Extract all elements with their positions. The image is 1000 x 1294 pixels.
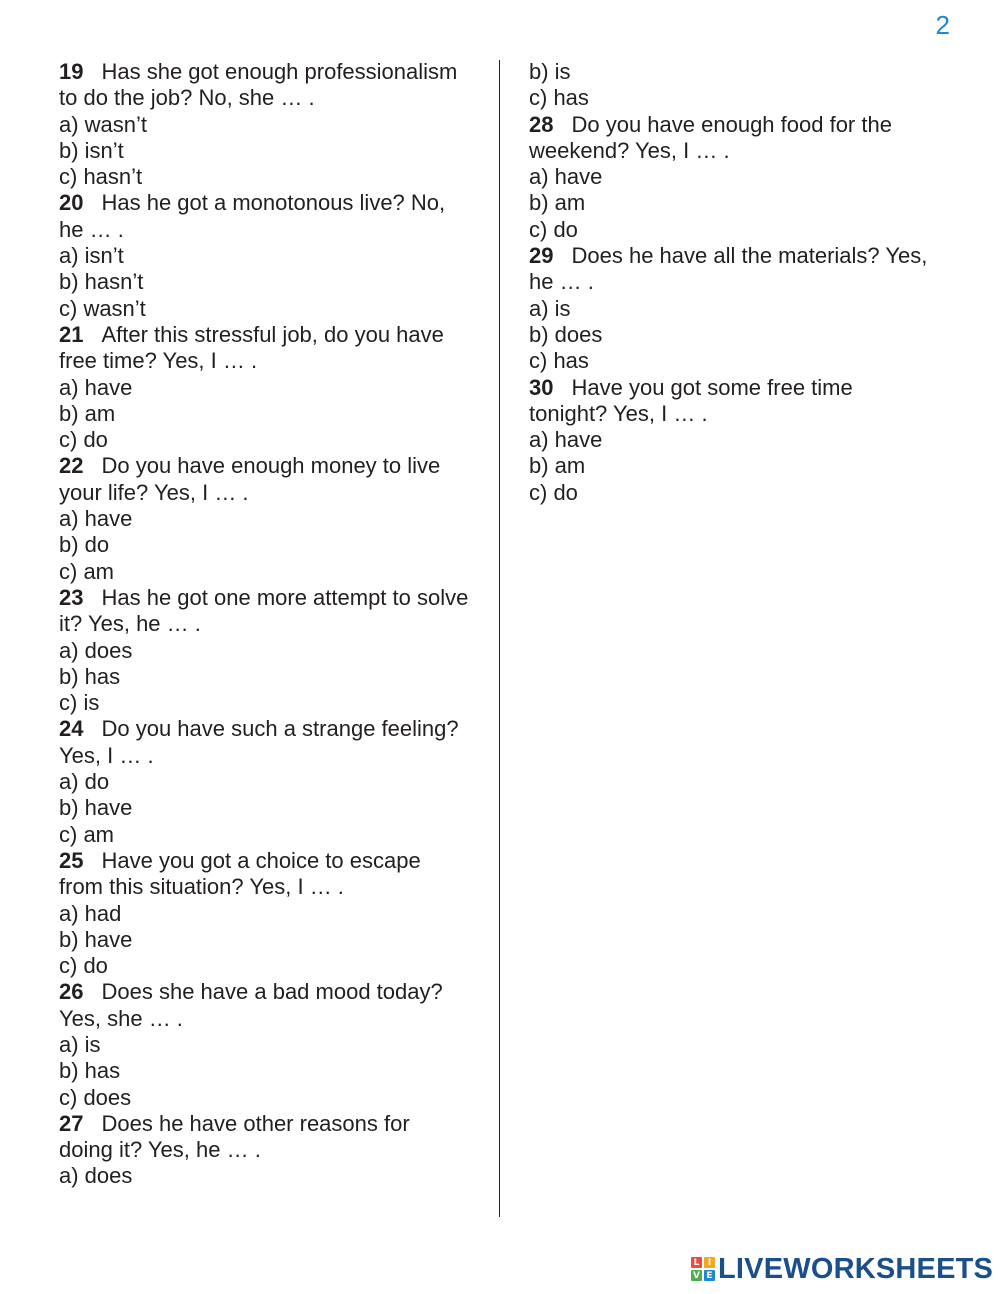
answer-option: c) does: [59, 1084, 132, 1110]
answer-option: c) do: [59, 427, 108, 453]
question-text: Do you have enough money to live your life? Yes, I … .: [59, 453, 441, 505]
answer-option: c) wasn’t: [59, 295, 146, 321]
answer-option: a) wasn’t: [59, 111, 148, 137]
answer-option: b) hasn’t: [59, 269, 144, 295]
answer-option: b) do: [59, 532, 110, 558]
question-number: 25: [59, 847, 84, 873]
logo-mark-icon: [691, 1257, 715, 1281]
answer-option: b) am: [529, 453, 586, 479]
question-number: 23: [59, 584, 84, 610]
question-number: 24: [59, 716, 84, 742]
right-column: [529, 59, 929, 506]
logo-mark-letter: E: [704, 1270, 715, 1281]
question-item: [59, 848, 469, 979]
answer-option: a) is: [529, 295, 571, 321]
answer-option: a) have: [59, 506, 133, 532]
answer-option: b) am: [529, 190, 586, 216]
question-number: 30: [529, 374, 554, 400]
answer-option: c) hasn’t: [59, 164, 143, 190]
answer-option: c) am: [59, 821, 114, 847]
question-number: 19: [59, 59, 84, 84]
question-number: 27: [59, 1110, 84, 1136]
answer-option: a) have: [529, 427, 603, 453]
question-text: Have you got a choice to escape from this situation? Yes, I … .: [59, 847, 421, 900]
question-number: 20: [59, 190, 84, 216]
question-item: [59, 716, 469, 847]
question-text: Has he got a monotonous live? No, he … .: [59, 190, 446, 242]
answer-option: b) have: [59, 926, 133, 952]
answer-option: b) is: [529, 59, 571, 84]
question-stem: [59, 585, 469, 638]
answer-option: b) does: [529, 321, 603, 347]
question-number: 22: [59, 453, 84, 479]
question-stem: [529, 112, 929, 165]
logo-mark-letter: V: [691, 1270, 702, 1281]
question-stem: [59, 59, 469, 112]
answer-option: a) is: [59, 1031, 101, 1057]
answer-option: c) do: [529, 216, 578, 242]
answer-option: c) is: [59, 690, 100, 716]
answer-option: c) has: [529, 85, 589, 111]
logo-mark-letter: L: [691, 1257, 702, 1268]
question-item: [529, 243, 929, 374]
question-stem: [59, 716, 469, 769]
question-item: [59, 979, 469, 1110]
question-number: 28: [529, 111, 554, 137]
question-text: Does she have a bad mood today? Yes, she … .: [59, 979, 443, 1031]
question-text: Has she got enough professionalism to do the job? No, she … .: [59, 59, 458, 111]
logo-text: LIVEWORKSHEETS: [718, 1253, 994, 1285]
logo-mark-letter: I: [704, 1257, 715, 1268]
question-stem: [529, 243, 929, 296]
question-text: After this stressful job, do you have free time? Yes, I … .: [59, 321, 444, 374]
answer-option: a) have: [59, 374, 133, 400]
answer-option: a) does: [59, 1163, 133, 1189]
question-stem: [59, 190, 469, 243]
left-column: [59, 59, 469, 1190]
answer-option: a) have: [529, 164, 603, 190]
question-number: 29: [529, 243, 554, 269]
question-number: 21: [59, 321, 84, 347]
answer-option: a) had: [59, 900, 122, 926]
question-item: [59, 585, 469, 716]
liveworksheets-logo: [691, 1254, 993, 1284]
question-item: [59, 322, 469, 453]
question-text: Does he have all the materials? Yes, he … .: [529, 243, 928, 295]
answer-option: c) do: [59, 953, 108, 979]
answer-option: a) does: [59, 637, 133, 663]
column-divider: [499, 60, 500, 1217]
question-stem: [59, 453, 469, 506]
answer-option: b) am: [59, 400, 116, 426]
answer-option: b) have: [59, 795, 133, 821]
question-text: Have you got some free time tonight? Yes, I … .: [529, 374, 853, 426]
answer-option: b) has: [59, 1058, 121, 1084]
answer-option: a) do: [59, 769, 110, 795]
answer-option: c) do: [529, 479, 578, 505]
question-text: Has he got one more attempt to solve it? Yes, he … .: [59, 584, 469, 637]
question-text: Do you have such a strange feeling? Yes, I … .: [59, 716, 459, 768]
answer-option: c) am: [59, 558, 114, 584]
answer-option: a) isn’t: [59, 243, 124, 269]
answer-option: c) has: [529, 348, 589, 374]
question-stem: [59, 979, 469, 1032]
page-number: 2: [935, 10, 950, 40]
question-number: 26: [59, 979, 84, 1005]
question-text: Do you have enough food for the weekend? Yes, I … .: [529, 111, 892, 163]
question-item: [59, 453, 469, 584]
question-item: [529, 112, 929, 243]
question-stem: [529, 375, 929, 428]
answer-option: b) isn’t: [59, 137, 124, 163]
question-item: [59, 59, 469, 190]
question-item: [59, 190, 469, 321]
question-item: [59, 1111, 469, 1190]
question-item: [529, 375, 929, 506]
answer-option: b) has: [59, 663, 121, 689]
question-text: Does he have other reasons for doing it? Yes, he … .: [59, 1110, 410, 1163]
question-stem: [59, 1111, 469, 1164]
question-stem: [59, 848, 469, 901]
question-stem: [59, 322, 469, 375]
